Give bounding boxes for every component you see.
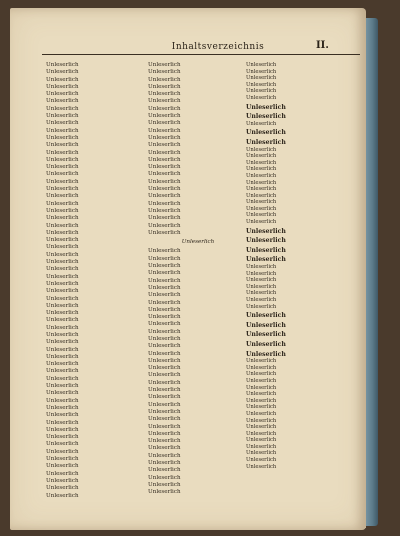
index-entry: Unleserlich xyxy=(46,441,79,448)
index-entry: Unleserlich xyxy=(148,98,181,105)
index-entry: Unleserlich xyxy=(148,387,181,394)
index-entry: Unleserlich xyxy=(46,368,79,375)
index-entry: Unleserlich xyxy=(46,164,79,171)
book-page xyxy=(10,8,366,530)
index-entry: Unleserlich xyxy=(46,404,79,411)
index-entry: Unleserlich xyxy=(246,371,277,378)
index-entry: Unleserlich xyxy=(246,94,277,101)
index-entry: Unleserlich xyxy=(148,156,181,163)
index-entry: Unleserlich xyxy=(246,417,277,424)
index-entry: Unleserlich xyxy=(148,445,181,452)
section-heading: Unleserlich xyxy=(246,256,286,264)
section-heading: Unleserlich xyxy=(246,138,286,146)
index-entry: Unleserlich xyxy=(46,193,79,200)
index-entry: Unleserlich xyxy=(46,492,79,499)
index-entry: Unleserlich xyxy=(246,410,277,417)
column-1 xyxy=(46,62,146,500)
index-entry: Unleserlich xyxy=(148,149,181,156)
page-title: Inhaltsverzeichnis xyxy=(171,42,265,52)
section-heading: Unleserlich xyxy=(246,103,286,111)
index-entry: Unleserlich xyxy=(148,474,181,481)
index-entry: Unleserlich xyxy=(46,331,79,338)
index-entry: Unleserlich xyxy=(148,134,181,141)
index-entry: Unleserlich xyxy=(148,222,181,229)
section-heading: Unleserlich xyxy=(246,246,286,254)
index-entry: Unleserlich xyxy=(46,207,79,214)
index-entry: Unleserlich xyxy=(46,156,79,163)
index-entry: Unleserlich xyxy=(246,358,277,365)
index-entry: Unleserlich xyxy=(148,314,181,321)
index-entry: Unleserlich xyxy=(46,91,79,98)
index-entry: Unleserlich xyxy=(46,222,79,229)
index-entry: Unleserlich xyxy=(46,470,79,477)
index-entry: Unleserlich xyxy=(46,310,79,317)
index-entry: Unleserlich xyxy=(148,460,181,467)
index-entry: Unleserlich xyxy=(148,105,181,112)
index-entry: Unleserlich xyxy=(46,317,79,324)
index-entry: Unleserlich xyxy=(246,443,277,450)
index-entry: Unleserlich xyxy=(46,215,79,222)
index-entry: Unleserlich xyxy=(46,361,79,368)
index-entry: Unleserlich xyxy=(246,146,277,153)
index-entry: Unleserlich xyxy=(46,448,79,455)
index-entry: Unleserlich xyxy=(46,456,79,463)
index-entry: Unleserlich xyxy=(246,297,277,303)
index-entry: Unleserlich xyxy=(46,200,79,207)
section-heading: Unleserlich xyxy=(246,237,286,245)
index-entry: Unleserlich xyxy=(148,467,181,474)
index-entry: Unleserlich xyxy=(46,229,79,236)
index-entry: Unleserlich xyxy=(148,401,181,408)
index-entry: Unleserlich xyxy=(148,270,181,277)
index-entry: Unleserlich xyxy=(46,171,79,178)
index-entry: Unleserlich xyxy=(246,120,277,127)
index-entry: Unleserlich xyxy=(46,375,79,382)
index-entry: Unleserlich xyxy=(246,457,277,464)
index-entry: Unleserlich xyxy=(46,353,79,360)
index-entry: Unleserlich xyxy=(148,292,181,299)
index-entry: Unleserlich xyxy=(246,430,277,437)
index-entry: Unleserlich xyxy=(246,437,277,444)
index-entry: Unleserlich xyxy=(246,270,277,277)
column-2-bottom-list xyxy=(148,248,248,496)
index-entry: Unleserlich xyxy=(46,477,79,484)
index-entry: Unleserlich xyxy=(148,306,181,313)
section-heading: Unleserlich xyxy=(246,350,286,358)
index-entry: Unleserlich xyxy=(46,288,79,295)
index-entry: Unleserlich xyxy=(246,219,277,226)
index-entry: Unleserlich xyxy=(148,284,181,291)
index-entry: Unleserlich xyxy=(46,244,79,251)
index-entry: Unleserlich xyxy=(46,426,79,433)
index-entry: Unleserlich xyxy=(46,383,79,390)
index-entry: Unleserlich xyxy=(148,394,181,401)
header-rule xyxy=(42,54,360,55)
column-2 xyxy=(148,62,248,497)
index-entry: Unleserlich xyxy=(148,335,181,342)
index-entry: Unleserlich xyxy=(46,346,79,353)
index-entry: Unleserlich xyxy=(46,113,79,120)
index-entry: Unleserlich xyxy=(246,364,277,371)
index-entry: Unleserlich xyxy=(46,83,79,90)
index-entry: Unleserlich xyxy=(148,481,181,488)
index-entry: Unleserlich xyxy=(148,423,181,430)
index-entry: Unleserlich xyxy=(148,248,181,255)
index-entry: Unleserlich xyxy=(246,172,277,179)
index-entry: Unleserlich xyxy=(148,343,181,350)
index-entry: Unleserlich xyxy=(148,229,181,236)
index-entry: Unleserlich xyxy=(148,277,181,284)
index-entry: Unleserlich xyxy=(46,339,79,346)
index-entry: Unleserlich xyxy=(148,365,181,372)
index-entry: Unleserlich xyxy=(246,75,277,82)
index-entry: Unleserlich xyxy=(148,255,181,262)
index-entry: Unleserlich xyxy=(246,290,277,297)
index-entry: Unleserlich xyxy=(46,434,79,441)
book-spine xyxy=(364,18,378,526)
section-heading: Unleserlich xyxy=(246,129,286,137)
index-entry: Unleserlich xyxy=(46,463,79,470)
index-entry: Unleserlich xyxy=(148,452,181,459)
index-entry: Unleserlich xyxy=(148,321,181,328)
index-entry: Unleserlich xyxy=(46,273,79,280)
index-entry: Unleserlich xyxy=(148,178,181,185)
index-entry: Unleserlich xyxy=(46,62,79,68)
index-entry: Unleserlich xyxy=(46,419,79,426)
index-entry: Unleserlich xyxy=(46,127,79,134)
index-entry: Unleserlich xyxy=(246,384,277,391)
index-entry: Unleserlich xyxy=(46,251,79,258)
index-entry: Unleserlich xyxy=(148,76,181,83)
index-entry: Unleserlich xyxy=(46,302,79,309)
index-entry: Unleserlich xyxy=(246,205,277,212)
index-entry: Unleserlich xyxy=(46,485,79,492)
column-3 xyxy=(246,62,360,470)
index-entry: Unleserlich xyxy=(148,350,181,357)
index-entry: Unleserlich xyxy=(148,408,181,415)
index-entry: Unleserlich xyxy=(46,397,79,404)
index-entry: Unleserlich xyxy=(46,259,79,266)
index-entry: Unleserlich xyxy=(46,120,79,127)
index-entry: Unleserlich xyxy=(148,186,181,193)
index-entry: Unleserlich xyxy=(148,489,181,496)
index-entry: Unleserlich xyxy=(148,91,181,98)
index-entry: Unleserlich xyxy=(148,164,181,171)
index-entry: Unleserlich xyxy=(148,430,181,437)
index-entry: Unleserlich xyxy=(246,450,277,457)
index-entry: Unleserlich xyxy=(46,178,79,185)
index-entry: Unleserlich xyxy=(246,186,277,193)
index-entry: Unleserlich xyxy=(46,280,79,287)
index-entry: Unleserlich xyxy=(148,69,181,76)
index-entry: Unleserlich xyxy=(148,171,181,178)
index-entry: Unleserlich xyxy=(148,142,181,149)
index-entry: Unleserlich xyxy=(46,266,79,273)
index-entry: Unleserlich xyxy=(46,186,79,193)
index-entry: Unleserlich xyxy=(148,372,181,379)
index-entry: Unleserlich xyxy=(246,199,277,206)
index-entry: Unleserlich xyxy=(246,404,277,411)
index-entry: Unleserlich xyxy=(148,328,181,335)
section-heading: Unleserlich xyxy=(246,312,286,320)
index-entry: Unleserlich xyxy=(148,62,181,68)
index-entry: Unleserlich xyxy=(148,263,181,270)
section-heading: Unleserlich xyxy=(246,340,286,348)
index-entry: Unleserlich xyxy=(46,324,79,331)
section-heading: Unleserlich xyxy=(246,227,286,235)
column-2-top-list xyxy=(148,62,248,237)
index-entry: Unleserlich xyxy=(148,120,181,127)
index-entry: Unleserlich xyxy=(46,295,79,302)
index-entry: Unleserlich xyxy=(46,98,79,105)
index-entry: Unleserlich xyxy=(246,264,277,271)
index-entry: Unleserlich xyxy=(246,277,277,284)
index-entry: Unleserlich xyxy=(46,237,79,244)
index-entry: Unleserlich xyxy=(148,83,181,90)
index-entry: Unleserlich xyxy=(246,212,277,219)
index-entry: Unleserlich xyxy=(246,463,277,470)
index-entry: Unleserlich xyxy=(246,192,277,199)
index-entry: Unleserlich xyxy=(246,424,277,431)
index-entry: Unleserlich xyxy=(246,62,277,68)
index-entry: Unleserlich xyxy=(46,105,79,112)
index-entry: Unleserlich xyxy=(246,377,277,384)
index-entry: Unleserlich xyxy=(148,379,181,386)
index-entry: Unleserlich xyxy=(246,166,277,173)
index-entry: Unleserlich xyxy=(246,397,277,404)
section-heading: Unleserlich xyxy=(246,113,286,121)
index-entry: Unleserlich xyxy=(246,81,277,88)
section-heading: Unleserlich xyxy=(246,331,286,339)
index-entry: Unleserlich xyxy=(246,283,277,290)
index-entry: Unleserlich xyxy=(148,357,181,364)
index-entry: Unleserlich xyxy=(148,113,181,120)
index-entry: Unleserlich xyxy=(46,134,79,141)
column-2-subheading: Unleserlich xyxy=(181,239,215,246)
index-entry: Unleserlich xyxy=(246,159,277,166)
index-entry: Unleserlich xyxy=(148,215,181,222)
section-heading: Unleserlich xyxy=(246,321,286,329)
index-entry: Unleserlich xyxy=(148,416,181,423)
index-entry: Unleserlich xyxy=(148,200,181,207)
page-number: II. xyxy=(316,40,329,51)
index-entry: Unleserlich xyxy=(246,303,277,310)
index-entry: Unleserlich xyxy=(46,149,79,156)
index-entry: Unleserlich xyxy=(246,68,277,75)
index-entry: Unleserlich xyxy=(148,193,181,200)
index-entry: Unleserlich xyxy=(148,207,181,214)
index-entry: Unleserlich xyxy=(246,179,277,186)
index-entry: Unleserlich xyxy=(246,391,277,398)
index-entry: Unleserlich xyxy=(46,390,79,397)
index-entry: Unleserlich xyxy=(246,88,277,95)
index-entry: Unleserlich xyxy=(148,127,181,134)
index-entry: Unleserlich xyxy=(148,438,181,445)
index-entry: Unleserlich xyxy=(46,69,79,76)
index-entry: Unleserlich xyxy=(246,153,277,160)
index-entry: Unleserlich xyxy=(46,142,79,149)
index-entry: Unleserlich xyxy=(46,76,79,83)
index-entry: Unleserlich xyxy=(46,412,79,419)
index-entry: Unleserlich xyxy=(148,299,181,306)
